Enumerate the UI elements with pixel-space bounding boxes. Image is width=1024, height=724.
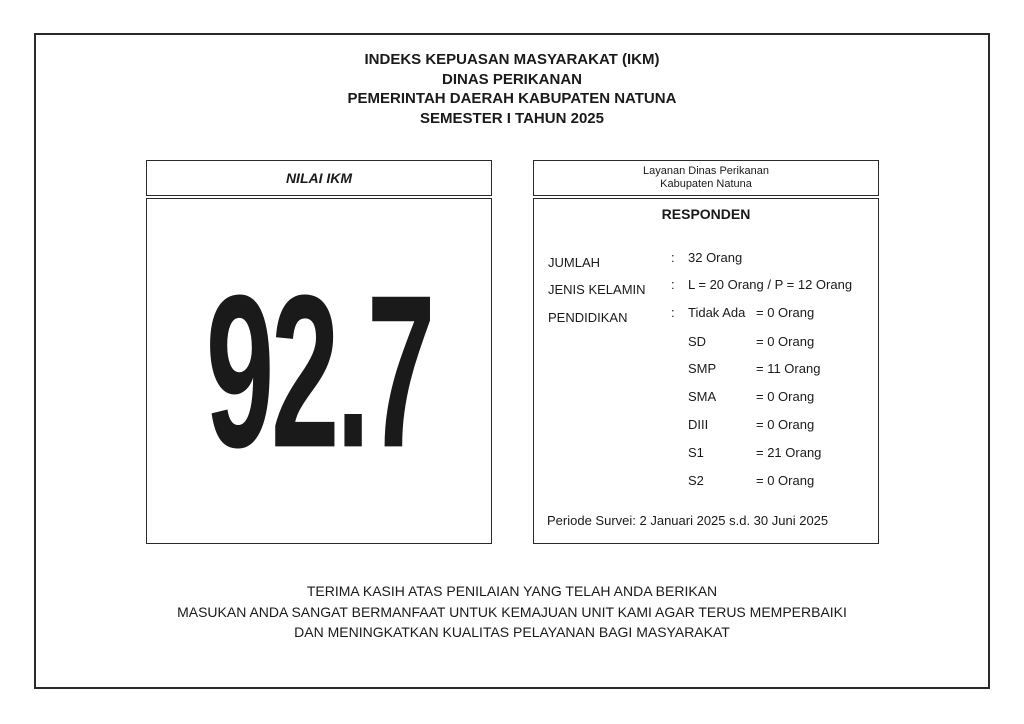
layanan-line1: Layanan Dinas Perikanan [643, 165, 769, 177]
nilai-ikm-value: 92.7 [205, 249, 433, 493]
nilai-ikm-label: NILAI IKM [285, 170, 353, 186]
layanan-box [533, 160, 879, 196]
footer-line2: MASUKAN ANDA SANGAT BERMANFAAT UNTUK KEMAJUAN UNIT KAMI AGAR TERUS MEMPERBAIKI [177, 603, 847, 620]
pendidikan-level: S1 [688, 445, 704, 460]
header-title: INDEKS KEPUASAN MASYARAKAT (IKM) [364, 51, 660, 68]
layanan-line2: Kabupaten Natuna [660, 178, 752, 190]
jumlah-value: 32 Orang [688, 250, 743, 265]
pendidikan-count: = 0 Orang [756, 417, 815, 432]
jumlah-label: JUMLAH [548, 255, 601, 270]
pendidikan-label: PENDIDIKAN [548, 310, 628, 325]
jenis-kelamin-value: L = 20 Orang / P = 12 Orang [688, 277, 853, 292]
pendidikan-count: = 0 Orang [756, 473, 815, 488]
header-government: PEMERINTAH DAERAH KABUPATEN NATUNA [347, 90, 677, 107]
pendidikan-level: SMP [688, 361, 717, 376]
footer-message [0, 581, 1024, 643]
footer-line1: TERIMA KASIH ATAS PENILAIAN YANG TELAH ANDA BERIKAN [306, 583, 718, 599]
pendidikan-level: Tidak Ada [688, 305, 746, 320]
responden-title: RESPONDEN [661, 206, 751, 222]
pendidikan-level: SMA [688, 389, 717, 404]
header-agency: DINAS PERIKANAN [441, 70, 582, 88]
nilai-ikm-label-box [146, 160, 492, 196]
responden-box [533, 198, 879, 544]
jumlah-colon: : [671, 250, 675, 265]
pendidikan-level: S2 [688, 473, 704, 488]
nilai-ikm-value-box [146, 198, 492, 544]
periode-survei: Periode Survei: 2 Januari 2025 s.d. 30 Juni 2025 [547, 513, 829, 528]
pendidikan-count: = 0 Orang [756, 389, 815, 404]
document-header [0, 50, 1024, 128]
pendidikan-count: = 21 Orang [756, 445, 822, 460]
pendidikan-colon: : [671, 305, 675, 320]
jenis-kelamin-colon: : [671, 277, 675, 292]
pendidikan-count: = 0 Orang [756, 334, 815, 349]
jenis-kelamin-label: JENIS KELAMIN [548, 282, 646, 297]
pendidikan-level: SD [688, 334, 707, 349]
header-period: SEMESTER I TAHUN 2025 [420, 109, 604, 127]
pendidikan-level: DIII [688, 417, 709, 432]
footer-line3: DAN MENINGKATKAN KUALITAS PELAYANAN BAGI MASYARAKAT [294, 624, 730, 640]
pendidikan-count: = 11 Orang [756, 361, 821, 376]
pendidikan-count: = 0 Orang [756, 305, 815, 320]
